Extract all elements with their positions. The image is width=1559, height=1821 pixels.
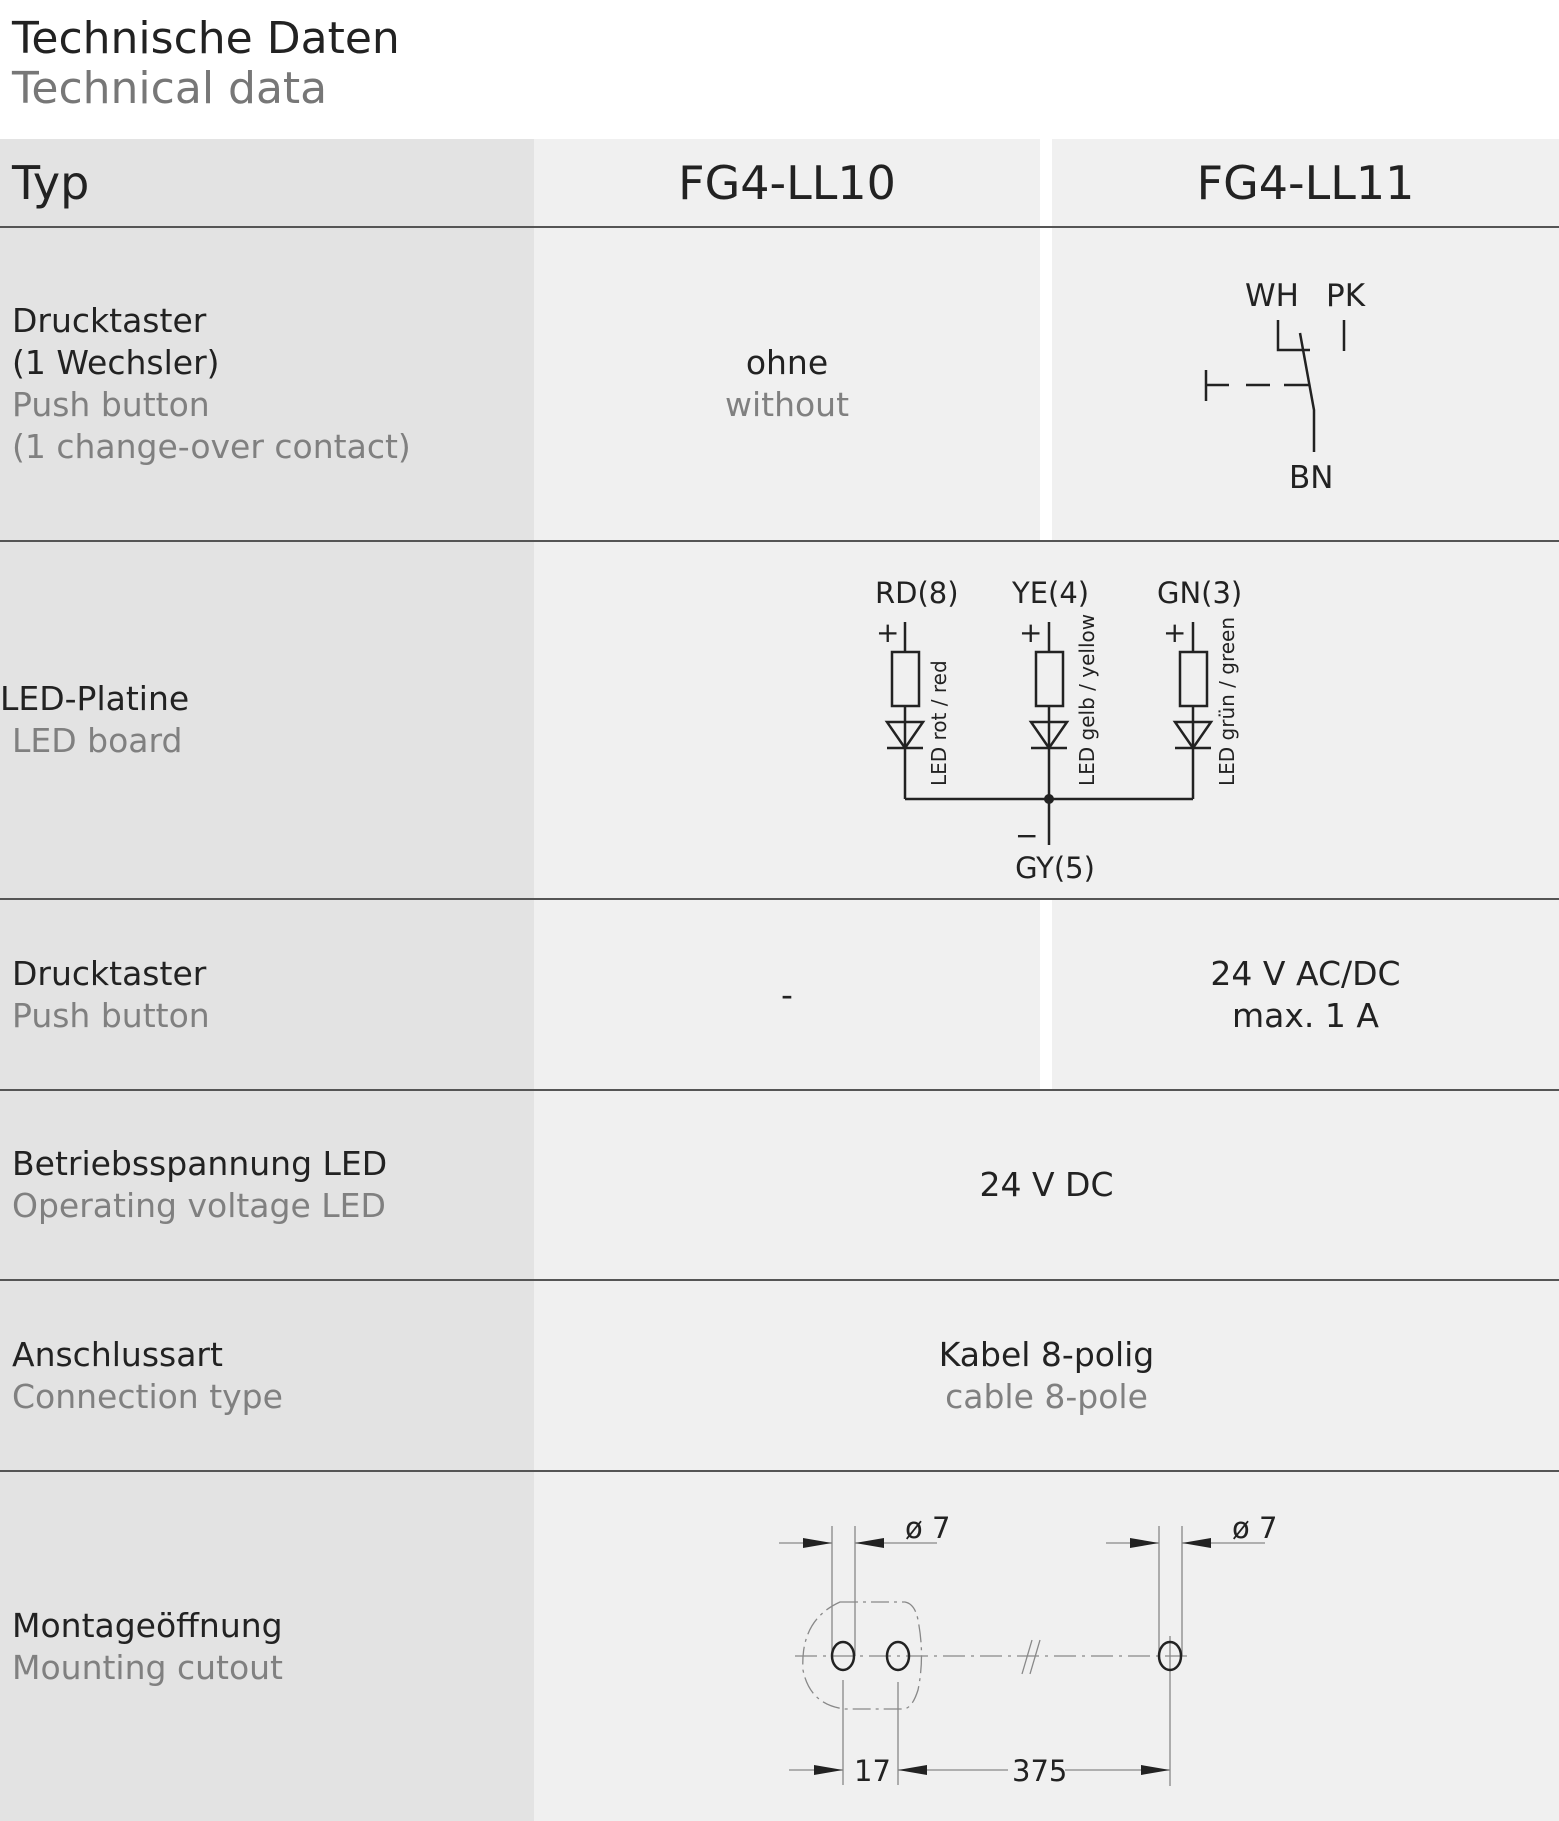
diameter-label: ø 7 (1232, 1511, 1278, 1545)
diameter-label: ø 7 (905, 1511, 951, 1545)
technical-data-table (0, 139, 1559, 1821)
label-en: Mounting cutout (12, 1647, 283, 1687)
row-label (0, 1091, 534, 1279)
wire-label-gy: GY(5) (1015, 851, 1095, 885)
table-row-operating-voltage (0, 1091, 1559, 1281)
label-en: LED board (12, 721, 183, 760)
table-row-led-board (0, 542, 1559, 900)
header-model-1: FG4-LL10 (534, 139, 1040, 226)
cell-value (534, 228, 1040, 540)
page-title (12, 14, 400, 114)
label-en: Push button (12, 995, 210, 1035)
cell-value (534, 1281, 1559, 1470)
header-type-label: Typ (0, 139, 534, 226)
cell-value (534, 1091, 1559, 1279)
cell-switch-diagram (1052, 228, 1559, 540)
header-row (0, 139, 1559, 228)
value-de: ohne (745, 343, 829, 382)
wire-label-rd: RD(8) (875, 576, 959, 610)
table-row-connection-type (0, 1281, 1559, 1472)
table-row-push-button-rating (0, 900, 1559, 1091)
cell-value (1052, 900, 1559, 1089)
label-en: Push button (12, 385, 210, 424)
wire-label-pk: PK (1326, 278, 1366, 314)
value-de: Kabel 8-polig (938, 1334, 1155, 1374)
label-de: Montageöffnung (12, 1605, 283, 1645)
label-de: Drucktaster (12, 301, 207, 340)
value-line: 24 V AC/DC (1210, 953, 1401, 993)
row-label (0, 900, 534, 1089)
row-label (0, 228, 534, 540)
table-row-push-button-contact (0, 228, 1559, 542)
label-en: Operating voltage LED (12, 1186, 386, 1225)
label-de: Anschlussart (12, 1334, 223, 1374)
title-de: Technische Daten (12, 13, 400, 64)
wire-label-bn: BN (1289, 460, 1334, 496)
led-red-label: LED rot / red (927, 660, 951, 786)
value-en: without (724, 385, 850, 424)
plus-sign: + (1163, 616, 1187, 649)
value-en: cable 8-pole (945, 1376, 1148, 1416)
label-de: Betriebsspannung LED (12, 1144, 388, 1183)
header-model-2: FG4-LL11 (1052, 139, 1559, 226)
table-row-mounting-cutout (0, 1472, 1559, 1821)
dimension-label-17: 17 (854, 1754, 891, 1788)
led-green-label: LED grün / green (1215, 616, 1239, 786)
row-label (0, 542, 534, 898)
wire-label-ye: YE(4) (1012, 576, 1090, 610)
minus-sign: − (1015, 819, 1039, 852)
wire-label-gn: GN(3) (1157, 576, 1243, 610)
led-yellow-label: LED gelb / yellow (1075, 613, 1099, 786)
value: 24 V DC (979, 1165, 1114, 1204)
title-en: Technical data (12, 63, 328, 114)
label-de: (1 Wechsler) (12, 343, 220, 382)
plus-sign: + (876, 616, 900, 649)
row-label (0, 1472, 534, 1821)
value-line: max. 1 A (1232, 995, 1379, 1035)
cell-value: - (534, 900, 1040, 1089)
dimension-label-375: 375 (1012, 1754, 1068, 1788)
wire-label-wh: WH (1245, 278, 1299, 314)
row-label (0, 1281, 534, 1470)
cell-led-diagram (534, 542, 1559, 898)
label-de: LED-Platine (0, 679, 190, 718)
cell-mounting-diagram (534, 1472, 1559, 1821)
label-en: Connection type (12, 1376, 283, 1416)
plus-sign: + (1019, 616, 1043, 649)
label-en: (1 change-over contact) (12, 427, 411, 466)
label-de: Drucktaster (12, 953, 207, 993)
